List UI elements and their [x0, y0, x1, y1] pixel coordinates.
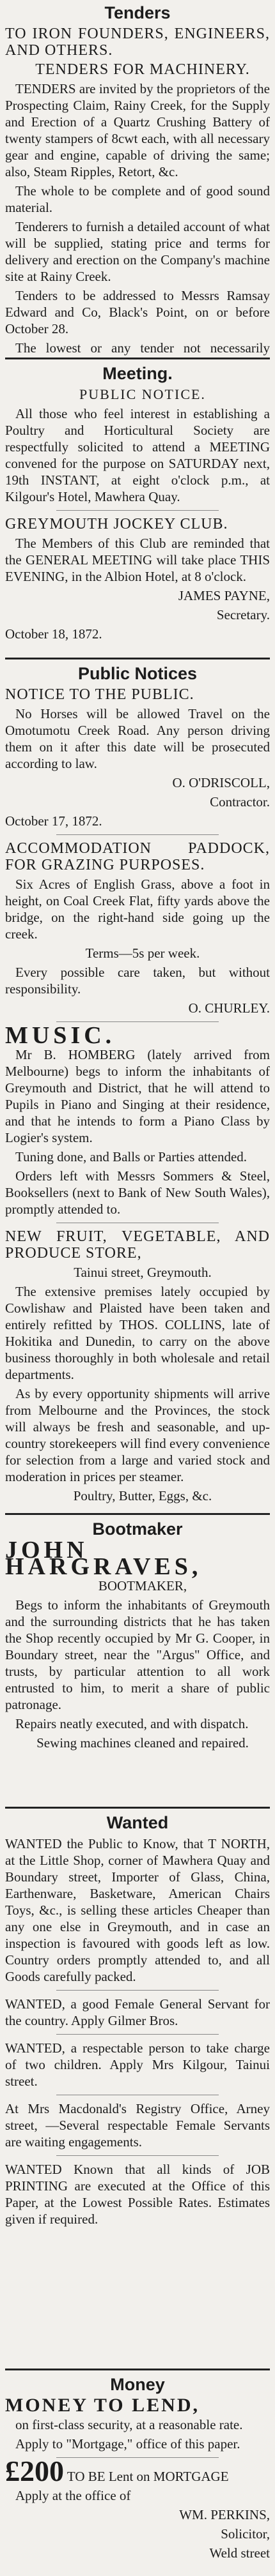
notice3-para: Mr B. HOMBERG (lately arrived from Melbourne) begs to inform the inhabitants of Greymouth and District, that he will attend to Pupils in Piano and Singing at their residence, and that he intends to form a Piano Class by Logier's system. — [5, 1047, 270, 1145]
money-section — [0, 2369, 275, 2576]
meeting-date: October 18, 1872. — [5, 626, 102, 642]
meeting-header: Meeting. — [102, 364, 173, 383]
tenders-subtitle: TENDERS FOR MACHINERY. — [35, 61, 250, 78]
notice4-para2: As by every opportunity shipments will arrive from Melbourne and the Provinces, the stock will always be fresh and seasonable, and up-country storekeepers will find every convenience for selection from a large and varied stock and moderation in prices per steamer. — [5, 1386, 270, 1484]
notice1-role: Contractor. — [210, 794, 270, 810]
divider — [56, 2457, 219, 2458]
bootmaker-header: Bootmaker — [92, 1519, 183, 1539]
divider — [56, 2034, 219, 2035]
tenders-header: Tenders — [104, 3, 171, 22]
notice3-title: MUSIC. — [5, 1022, 116, 1049]
public-notices-header: Public Notices — [77, 664, 198, 683]
wanted-header: Wanted — [106, 1813, 169, 1832]
meeting-signatory: JAMES PAYNE, — [178, 588, 270, 603]
bootmaker-title: JOHN HARGRAVES, — [5, 1537, 202, 1580]
section-rule — [5, 2369, 270, 2370]
tenders-para4: Tenders to be addressed to Messrs Ramsay Edward and Co, Black's Point, on or before October 28. — [5, 288, 270, 336]
section-rule — [5, 1807, 270, 1809]
divider — [56, 510, 219, 511]
money-amount-text: TO BE Lent on MORTGAGE — [67, 2469, 229, 2484]
money-apply2: Apply at the office of — [15, 2488, 131, 2503]
notice2-para: Six Acres of English Grass, above a foot in height, on Coal Creek Flat, fifty yards above the bridge, on the right-hand side going up the creek. — [5, 877, 270, 942]
money-header: Money — [110, 2375, 165, 2394]
tenders-para2: The whole to be complete and of good sound material. — [5, 183, 270, 215]
meeting-role: Secretary. — [216, 607, 270, 622]
meeting-para: All those who feel interest in establishing a Poultry and Horticultural Society are respectfully solicited to attend a MEETING convened for the purpose on SATURDAY next, 19th INSTANT, at eight o'clock p.m., at Kilgour's Hotel, Mawhera Quay. — [5, 406, 270, 504]
notice2-title: ACCOMMODATION PADDOCK, FOR GRAZING PURPOSES. — [5, 840, 270, 873]
money-name: WM. PERKINS, — [179, 2507, 270, 2522]
notice1-title: NOTICE TO THE PUBLIC. — [5, 686, 194, 703]
notice3-para2: Tuning done, and Balls or Parties attended. — [15, 1149, 248, 1164]
notice1-para: No Horses will be allowed Travel on the Omotumotu Creek Road. Any person driving them on it after this date will be prosecuted according to law. — [5, 706, 270, 771]
money-street: Weld street — [209, 2545, 270, 2561]
bootmaker-section — [0, 1513, 275, 1807]
section-rule — [5, 1513, 270, 1515]
notice4-address: Tainui street, Greymouth. — [74, 1265, 212, 1280]
wanted-ad-5: WANTED Known that all kinds of JOB PRINTING are executed at the Office of this Paper, at the Lowest Possible Rates. Estimates given if required. — [5, 2162, 270, 2227]
notice1-date: October 17, 1872. — [5, 813, 102, 829]
wanted-ad-1: WANTED the Public to Know, that T NORTH, at the Little Shop, corner of Mawhera Quay and Boundary street, Importer of Glass, China, Earthenware, Basketware, American Chairs Toys, &c., is selling these articles Cheaper than any one else in Greymouth, and in case an inspection is favoured with goods left as low. Country orders promptly attended to, and all Goods carefully packed. — [5, 1836, 270, 1984]
notice4-title: NEW FRUIT, VEGETABLE, AND PRODUCE STORE, — [5, 1228, 270, 1262]
notice1-signatory: O. O'DRISCOLL, — [172, 775, 270, 790]
notice4-goods: Poultry, Butter, Eggs, &c. — [73, 1488, 212, 1503]
jockey-title: GREYMOUTH JOCKEY CLUB. — [5, 516, 228, 532]
public-notices-section — [0, 658, 275, 1513]
notice2-terms: Terms—5s per week. — [85, 945, 200, 961]
meeting-title: PUBLIC NOTICE. — [79, 386, 206, 402]
notice2-signatory: O. CHURLEY. — [188, 1000, 270, 1016]
tenders-para3: Tenderers to furnish a detailed account of what will be supplied, stating price and terms for delivery and erection on the Company's machine site at Rainy Creek. — [5, 219, 270, 284]
notice3-para3: Orders left with Messrs Sommers & Steel, Booksellers (next to Bank of New South Wales), promptly attended to. — [5, 1168, 270, 1217]
section-rule — [5, 358, 270, 359]
tenders-title: TO IRON FOUNDERS, ENGINEERS, AND OTHERS. — [5, 26, 270, 59]
bootmaker-para: Begs to inform the inhabitants of Greymouth and the surrounding districts that he has taken the Shop recently occupied by Mr G. Cooper, in Boundary street, near the "Argus" Office, and trusts, by particular attention to all work entrusted to him, to merit a share of public patronage. — [5, 1597, 270, 1712]
money-apply: Apply to "Mortgage," office of this paper. — [15, 2436, 240, 2452]
section-rule — [5, 658, 270, 659]
money-para: on first-class security, at a reasonable rate. — [15, 2417, 243, 2432]
tenders-para1: TENDERS are invited by the proprietors of the Prospecting Claim, Rainy Creek, for the Supply and Erection of a Quartz Crushing Battery of twenty stampers of 8cwt each, with all necessary gear and engine, capable of driving the same; also, Steam Ripples, Retort, &c. — [5, 81, 270, 179]
money-title: MONEY TO LEND, — [5, 2395, 200, 2416]
money-amount: £200 — [5, 2455, 64, 2487]
money-role: Solicitor, — [221, 2526, 270, 2542]
jockey-para: The Members of this Club are reminded that the GENERAL MEETING will take place THIS EVENING, in the Albion Hotel, at 8 o'clock. — [5, 536, 270, 584]
meeting-section — [0, 358, 275, 658]
tenders-para5: The lowest or any tender not necessarily — [15, 340, 270, 356]
divider — [56, 2155, 219, 2156]
divider — [56, 834, 219, 835]
bootmaker-subtitle: BOOTMAKER, — [98, 1578, 187, 1593]
bootmaker-para2: Repairs neatly executed, and with dispatch. — [15, 1716, 249, 1731]
notice4-para: The extensive premises lately occupied by Cowlishaw and Plaisted have been taken and entirely refitted by THOS. COLLINS, late of Hokitika and Dunedin, to carry on the above business thoroughly in both wholesale and retail departments. — [5, 1284, 270, 1382]
bootmaker-para3: Sewing machines cleaned and repaired. — [36, 1735, 249, 1751]
wanted-ad-2: WANTED, a good Female General Servant for the country. Apply Gilmer Bros. — [5, 1996, 270, 2028]
divider — [56, 1990, 219, 1991]
wanted-section — [0, 1807, 275, 2369]
wanted-ad-4: At Mrs Macdonald's Registry Office, Arney street, —Several respectable Female Servants are waiting engagements. — [5, 2101, 270, 2150]
wanted-ad-3: WANTED, a respectable person to take charge of two children. Apply Mrs Kilgour, Tainui street. — [5, 2040, 270, 2089]
notice2-para2: Every possible care taken, but without responsibility. — [5, 965, 270, 997]
tenders-section — [0, 0, 275, 358]
